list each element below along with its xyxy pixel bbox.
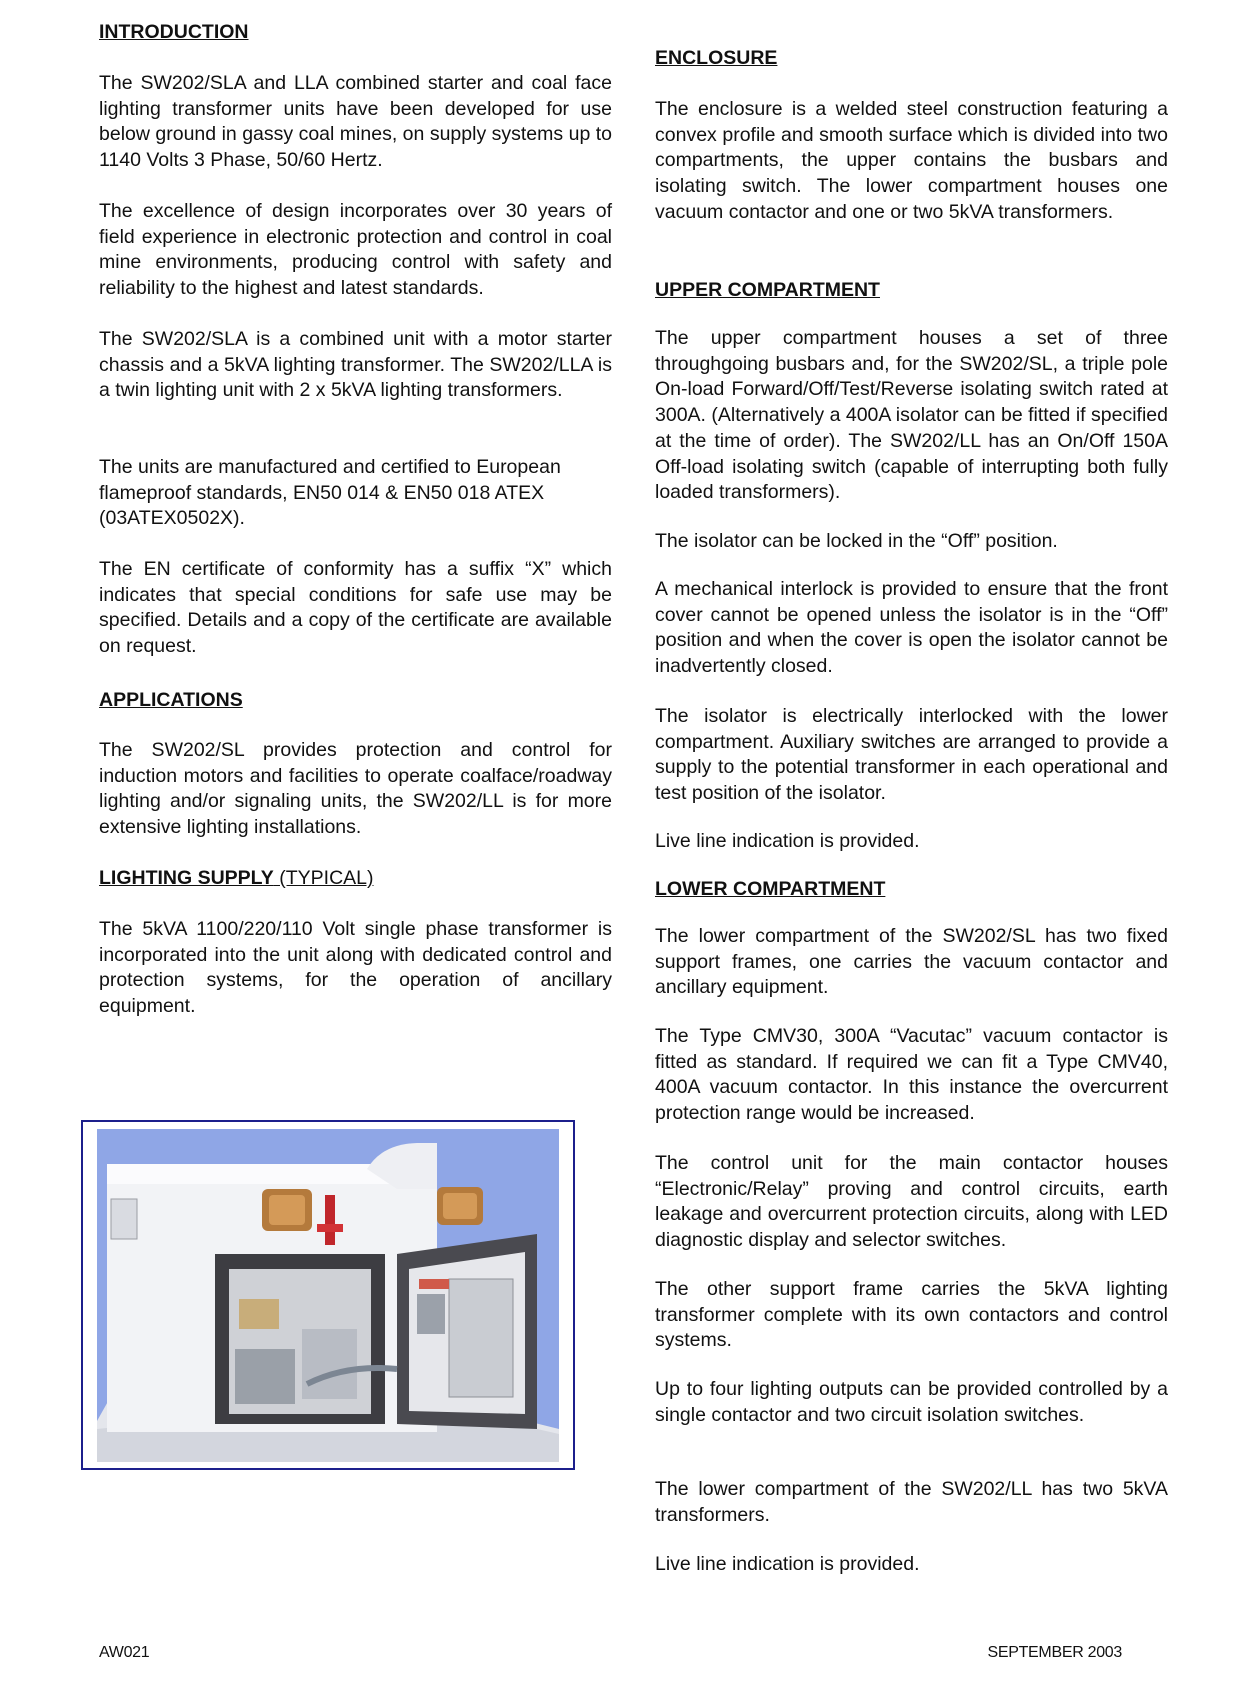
upper-compartment-paragraph-2: The isolator can be locked in the “Off” position.: [655, 530, 1058, 552]
upper-compartment-paragraph-1: The upper compartment houses a set of three throughgoing busbars and, for the SW202/SL, a triple pole On-load Forward/Off/Test/Reverse isolating switch rated at 300A. (Alternatively a 400A isolator can be fitted if specified at the time of order). The SW202/LL has an On/Off 150A Off-load isolating switch (capable of interrupting both fully loaded transformers).: [655, 327, 1168, 504]
lower-compartment-heading: LOWER COMPARTMENT: [655, 878, 886, 900]
introduction-heading: INTRODUCTION: [99, 21, 249, 43]
applications-heading: APPLICATIONS: [99, 689, 243, 711]
lower-compartment-paragraph-2: The Type CMV30, 300A “Vacutac” vacuum contactor is fitted as standard. If required we can fit a Type CMV40, 400A vacuum contactor. In this instance the overcurrent protection range would be increased.: [655, 1025, 1168, 1125]
footer-doc-code: AW021: [99, 1644, 150, 1661]
upper-compartment-paragraph-5: Live line indication is provided.: [655, 830, 920, 852]
lighting-supply-heading: [99, 865, 374, 891]
upper-compartment-paragraph-3: A mechanical interlock is provided to ensure that the front cover cannot be opened unless the isolator is in the “Off” position and when the cover is open the isolator cannot be inadvertently closed.: [655, 578, 1168, 678]
intro-paragraph-1: The SW202/SLA and LLA combined starter and coal face lighting transformer units have been developed for use below ground in gassy coal mines, on supply systems up to 1140 Volts 3 Phase, 50/60 Hertz.: [99, 72, 612, 172]
intro-paragraph-5: The EN certificate of conformity has a suffix “X” which indicates that special conditions for safe use may be specified. Details and a copy of the certificate are available on request.: [99, 558, 612, 658]
enclosure-heading: ENCLOSURE: [655, 47, 778, 69]
upper-compartment-heading: UPPER COMPARTMENT: [655, 279, 880, 301]
lower-compartment-paragraph-3: The control unit for the main contactor houses “Electronic/Relay” proving and control circuits, earth leakage and overcurrent protection circuits, along with LED diagnostic display and selector switches.: [655, 1152, 1168, 1252]
footer-date: SEPTEMBER 2003: [987, 1644, 1122, 1661]
upper-compartment-paragraph-4: The isolator is electrically interlocked with the lower compartment. Auxiliary switches are arranged to provide a supply to the potential transformer in each operational and test position of the isolator.: [655, 705, 1168, 805]
lower-compartment-paragraph-5: Up to four lighting outputs can be provided controlled by a single contactor and two circuit isolation switches.: [655, 1378, 1168, 1426]
lighting-supply-paragraph: The 5kVA 1100/220/110 Volt single phase transformer is incorporated into the unit along with dedicated control and protection systems, for the operation of ancillary equipment.: [99, 918, 612, 1018]
lower-compartment-paragraph-7: Live line indication is provided.: [655, 1553, 920, 1575]
lighting-supply-heading-text: LIGHTING SUPPLY: [99, 867, 274, 889]
product-photo-frame: [81, 1120, 575, 1470]
intro-paragraph-2: The excellence of design incorporates over 30 years of field experience in electronic protection and control in coal mine environments, producing control with safety and reliability to the highest and latest standards.: [99, 200, 612, 300]
applications-paragraph: The SW202/SL provides protection and control for induction motors and facilities to operate coalface/roadway lighting and/or signaling units, the SW202/LL is for more extensive lighting installations.: [99, 739, 612, 839]
lower-compartment-paragraph-6: The lower compartment of the SW202/LL has two 5kVA transformers.: [655, 1478, 1168, 1526]
lighting-supply-heading-suffix: (TYPICAL): [273, 867, 374, 889]
lower-compartment-paragraph-4: The other support frame carries the 5kVA lighting transformer complete with its own contactors and control systems.: [655, 1278, 1168, 1352]
enclosure-paragraph: The enclosure is a welded steel construction featuring a convex profile and smooth surface which is divided into two compartments, the upper contains the busbars and isolating switch. The lower compartment houses one vacuum contactor and one or two 5kVA transformers.: [655, 98, 1168, 223]
product-photo: [97, 1129, 559, 1462]
lower-compartment-paragraph-1: The lower compartment of the SW202/SL has two fixed support frames, one carries the vacuum contactor and ancillary equipment.: [655, 925, 1168, 999]
intro-paragraph-3: The SW202/SLA is a combined unit with a motor starter chassis and a 5kVA lighting transformer. The SW202/LLA is a twin lighting unit with 2 x 5kVA lighting transformers.: [99, 328, 612, 402]
intro-paragraph-4: The units are manufactured and certified to European flameproof standards, EN50 014 & EN50 018 ATEX (03ATEX0502X).: [99, 456, 561, 530]
